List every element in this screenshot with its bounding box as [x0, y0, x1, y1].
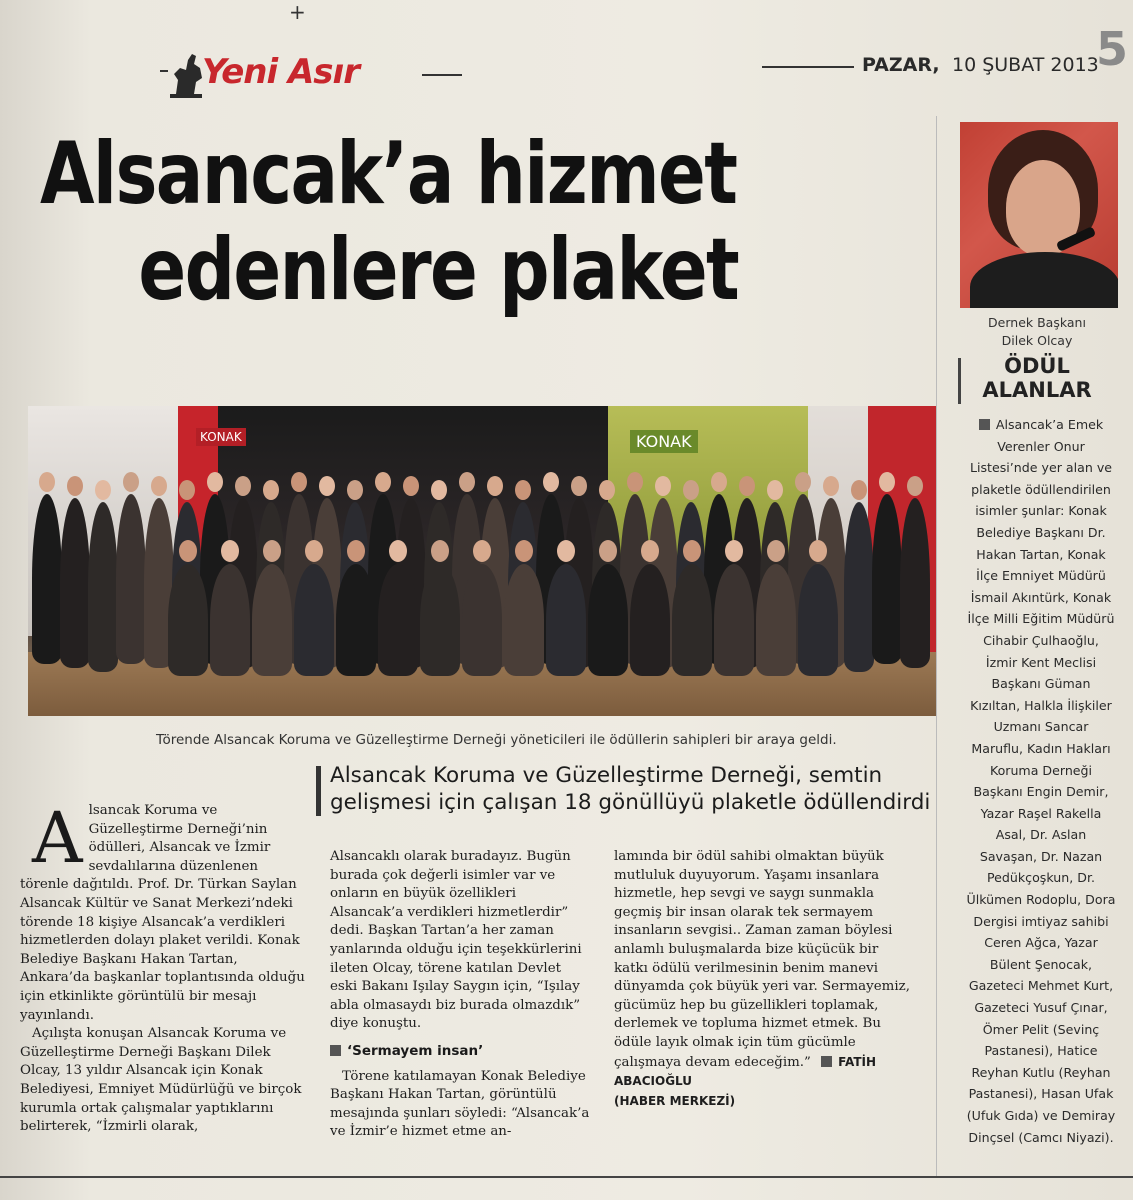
person-head [571, 476, 587, 496]
portrait-caption-name: Dilek Olcay [1001, 333, 1073, 348]
page-number: 5 [1096, 22, 1129, 76]
person-head [515, 480, 531, 500]
person-figure [294, 564, 334, 676]
person-figure [168, 564, 208, 676]
article-column-2 [330, 848, 592, 1142]
paragraph: Alsancaklı olarak buradayız. Bugün burada çok değerli isimler var ve onların en büyük özellikleri Alsancak’a verdikleri hizmetlerdir” dedi. Başkan Tartan’a her zaman yanlarında olduğu için teşekkürlerini ileten Olcay, törene katılan Devlet eski Bakanı Işılay Saygın için, “Işılay abla olmasaydı biz burada olmazdık” diye konuştu. [330, 849, 582, 1032]
banner-left-text: KONAK [196, 428, 246, 446]
person-head [263, 540, 281, 562]
crop-mark: + [289, 0, 306, 24]
person-head [851, 480, 867, 500]
person-head [515, 540, 533, 562]
person-figure [210, 564, 250, 676]
person-head [641, 540, 659, 562]
crowd [28, 446, 936, 676]
person-head [767, 480, 783, 500]
person-figure [588, 564, 628, 676]
day-of-week: PAZAR, [862, 54, 940, 76]
subheadline [330, 762, 940, 816]
person-head [263, 480, 279, 500]
person-head [739, 476, 755, 496]
paragraph: lamında bir ödül sahibi olmaktan büyük mutluluk duyuyorum. Yaşamı insanlara hizmetle, hep sevgi ve saygı sunmakla geçmiş bir insan olarak tek sermayem insanların sevgisi.. Zaman zaman böylesi anlamlı buluşmalarda bize küçücük bir katkı ödülü verilmesinin benim manevi dünyamda çok büyük yeri var. Sermayemiz, gücümüz hep bu güzellikleri toplamak, derlemek ve topluma hizmet etmek. Bu ödüle layık olmak için tüm gücümle çalışmaya devam edeceğim.” [614, 849, 910, 1070]
subheadline-bar [316, 766, 321, 816]
person-head [291, 472, 307, 492]
person-head [431, 480, 447, 500]
person-figure [60, 498, 90, 668]
person-head [683, 480, 699, 500]
person-head [179, 540, 197, 562]
headline-line-1: Alsancak’a hizmet [40, 124, 737, 224]
newspaper-logo: Yeni Asır [202, 52, 359, 92]
masthead [160, 44, 460, 102]
person-head [655, 476, 671, 496]
person-head [305, 540, 323, 562]
portrait-photo [960, 122, 1118, 308]
person-figure [116, 494, 146, 664]
column-divider [936, 116, 937, 1176]
dateline [762, 44, 1102, 84]
masthead-rule-right [422, 74, 462, 76]
person-figure [798, 564, 838, 676]
sidebar-title [952, 354, 1122, 402]
portrait-caption [952, 314, 1122, 350]
person-head [67, 476, 83, 496]
person-head [123, 472, 139, 492]
sidebar-text [966, 414, 1116, 1148]
banner-right-text: KONAK [630, 430, 698, 453]
photo-caption: Törende Alsancak Koruma ve Güzelleştirme Derneği yöneticileri ile ödüllerin sahipleri bir araya geldi. [156, 732, 837, 748]
drop-cap: A [32, 797, 83, 879]
person-head [459, 472, 475, 492]
person-head [711, 472, 727, 492]
person-head [375, 472, 391, 492]
article-column-1 [20, 797, 310, 1137]
headline [40, 126, 778, 318]
person-head [403, 476, 419, 496]
square-bullet-icon [330, 1045, 341, 1056]
person-figure [32, 494, 62, 664]
paragraph: Törene katılamayan Konak Belediye Başkanı Hakan Tartan, görüntülü mesajında şunları söyledi: “Alsancak’a ve İzmir’e hizmet etme an- [330, 1068, 590, 1140]
person-head [487, 476, 503, 496]
sidebar [952, 112, 1122, 1182]
person-head [599, 540, 617, 562]
person-figure [756, 564, 796, 676]
person-head [389, 540, 407, 562]
person-figure [504, 564, 544, 676]
person-figure [252, 564, 292, 676]
person-figure [420, 564, 460, 676]
person-figure [714, 564, 754, 676]
article-column-3 [614, 848, 914, 1110]
section-heading [330, 1042, 592, 1062]
sidebar-title-line-2: ALANLAR [982, 378, 1092, 402]
subheadline-line-2: gelişmesi için çalışan 18 gönüllüyü plaketle ödüllendirdi [330, 790, 931, 815]
person-head [347, 480, 363, 500]
person-figure [462, 564, 502, 676]
sidebar-title-rule [958, 358, 961, 404]
person-head [221, 540, 239, 562]
person-head [767, 540, 785, 562]
person-figure [844, 502, 874, 672]
person-head [809, 540, 827, 562]
person-figure [672, 564, 712, 676]
person-figure [336, 564, 376, 676]
person-figure [630, 564, 670, 676]
person-head [473, 540, 491, 562]
dateline-rule [762, 66, 854, 68]
byline-org: (HABER MERKEZİ) [614, 1093, 736, 1108]
person-head [543, 472, 559, 492]
person-head [95, 480, 111, 500]
person-head [319, 476, 335, 496]
sidebar-title-line-1: ÖDÜL [1004, 354, 1070, 378]
person-head [179, 480, 195, 500]
group-photo [28, 406, 936, 716]
person-head [795, 472, 811, 492]
person-figure [546, 564, 586, 676]
award-list: Alsancak’a Emek Verenler Onur Listesi’nde yer alan ve plaketle ödüllendirilen isimler şunlar: Konak Belediye Başkanı Dr. Hakan Tartan, Konak İlçe Emniyet Müdürü İsmail Akıntürk, Konak İlçe Milli Eğitim Müdürü Cihabir Çulhaoğlu, İzmir Kent Meclisi Başkanı Güman Kızıltan, Halkla İlişkiler Uzmanı Sancar Maruflu, Kadın Hakları Koruma Derneği Başkanı Engin Demir, Yazar Raşel Rakella Asal, Dr. Aslan Savaşan, Dr. Nazan Pedükçoşkun, Dr. Ülkümen Rodoplu, Dora Dergisi imtiyaz sahibi Ceren Ağca, Yazar Bülent Şenocak, Gazeteci Mehmet Kurt, Gazeteci Yusuf Çınar, Ömer Pelit (Sevinç Pastanesi), Hatice Reyhan Kutlu (Reyhan Pastanesi), Hasan Ufak (Ufuk Gıda) ve Demiray Dinçsel (Camcı Niyazi). [966, 417, 1116, 1145]
person-figure [378, 564, 418, 676]
person-head [683, 540, 701, 562]
person-head [599, 480, 615, 500]
person-head [347, 540, 365, 562]
person-figure [872, 494, 902, 664]
headline-line-2: edenlere plaket [138, 220, 739, 320]
person-figure [88, 502, 118, 672]
byline-author: FATİH ABACIOĞLU [614, 1054, 877, 1089]
section-heading-text: ‘Sermayem insan’ [347, 1042, 484, 1059]
subheadline-line-1: Alsancak Koruma ve Güzelleştirme Derneği, semtin [330, 763, 883, 788]
person-head [235, 476, 251, 496]
square-bullet-icon [821, 1056, 832, 1067]
portrait-caption-title: Dernek Başkanı [988, 315, 1086, 330]
person-head [725, 540, 743, 562]
paragraph: Açılışta konuşan Alsancak Koruma ve Güzelleştirme Derneği Başkanı Dilek Olcay, 13 yıldır Alsancak için Konak Belediyesi, Emniyet Müdürlüğü ve birçok kurumla ortak çalışmalar yaptıklarını belirterek, “İzmirli olarak, [20, 1026, 302, 1135]
issue-date: 10 ŞUBAT 2013 [952, 54, 1099, 76]
person-head [431, 540, 449, 562]
person-head [879, 472, 895, 492]
person-head [557, 540, 575, 562]
person-figure [900, 498, 930, 668]
person-head [907, 476, 923, 496]
paragraph: lsancak Koruma ve Güzelleştirme Derneği’nin ödülleri, Alsancak ve İzmir sevdalılarına düzenlenen törenle dağıtıldı. Prof. Dr. Türkan Saylan Alsancak Kültür ve Sanat Merkezi’ndeki törende 18 kişiye Alsancak’a verdikleri hizmetlerden dolayı plaket verildi. Konak Belediye Başkanı Hakan Tartan, Ankara’da başkanlar toplantısında olduğu için etkinlikte görüntülü bir mesajı yayınlandı. [20, 803, 305, 1023]
square-bullet-icon [979, 419, 990, 430]
person-head [39, 472, 55, 492]
person-head [627, 472, 643, 492]
person-head [207, 472, 223, 492]
page-bottom-rule [0, 1176, 1133, 1178]
person-head [151, 476, 167, 496]
person-head [823, 476, 839, 496]
